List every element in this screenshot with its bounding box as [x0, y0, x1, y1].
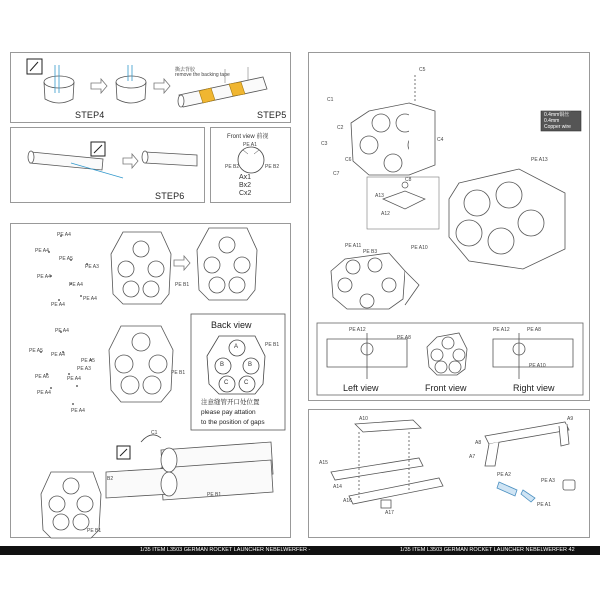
part-label: C8 — [405, 177, 412, 183]
part-label: PE B1 — [87, 528, 102, 534]
carriage-frame — [331, 420, 443, 508]
part-label: PE A4 — [51, 302, 65, 308]
part-label: PE A4 — [67, 376, 81, 382]
part-label: PE A4 — [37, 390, 51, 396]
sub-label: PE A8 — [527, 327, 541, 333]
instruction-en: remove the backing tape — [175, 72, 230, 78]
frame-middle — [109, 326, 173, 402]
part-label: C7 — [333, 171, 340, 177]
part-label: PE A13 — [531, 157, 548, 163]
launcher-lower — [331, 253, 419, 309]
pe-b2-label: PE B2 — [265, 164, 280, 170]
part-label: A10 — [359, 416, 368, 422]
footer-left: 1/35 ITEM L3503 GERMAN ROCKET LAUNCHER NEBELWERFER - — [140, 547, 311, 553]
back-view-label-c: C — [224, 380, 229, 386]
callout-size: 0.4mm — [544, 118, 560, 124]
count-c: Cx2 — [239, 190, 252, 197]
step6-tube-right — [142, 151, 197, 166]
part-label: PE B3 — [363, 249, 378, 255]
back-view-label-c: C — [244, 380, 249, 386]
pe-a1-label: PE A1 — [243, 142, 257, 148]
gap-note-cn: 注意缝管开口处位置 — [201, 399, 260, 406]
back-view-pe: PE B1 — [265, 342, 280, 348]
step6-panel — [10, 127, 205, 203]
front-view-title: Front view 前视 — [227, 134, 269, 140]
frames-panel — [10, 223, 291, 538]
launcher-exploded — [351, 75, 435, 175]
part-label: B2 — [107, 476, 114, 482]
part-label: A14 — [333, 484, 342, 490]
part-label: C2 — [337, 125, 344, 131]
part-label: PE A4 — [55, 328, 69, 334]
launcher-assembled — [449, 169, 565, 269]
part-label: C1 — [151, 430, 158, 436]
left-view-title: Left view — [343, 383, 379, 393]
part-label: PE A4 — [51, 352, 65, 358]
part-label: PE A3 — [541, 478, 555, 484]
gap-note-en1: please pay attation — [201, 409, 256, 416]
frames-drawing — [11, 224, 292, 539]
instruction-cn: 撕去背胶 — [175, 67, 196, 73]
part-label: PE A4 — [37, 274, 51, 280]
sub-label: PE A12 — [349, 327, 366, 333]
sub-label: PE A8 — [397, 335, 411, 341]
back-view-label-a: A — [234, 344, 239, 350]
back-view-title: Back view — [211, 320, 252, 330]
step4-cup-right — [116, 65, 146, 103]
sub-label: PE A10 — [529, 363, 546, 369]
gap-note-en2: to the position of gaps — [201, 419, 265, 426]
frame-top-done — [197, 228, 257, 300]
front-view-panel — [210, 127, 291, 203]
part-label: C1 — [327, 97, 334, 103]
tube-end-circle — [238, 147, 264, 173]
part-label: PE A2 — [497, 472, 511, 478]
callout-cn: 0.4mm铜丝 — [544, 112, 570, 118]
part-label: PE A5 — [81, 358, 95, 364]
back-view-label-b: B — [220, 362, 225, 368]
part-label: A7 — [469, 454, 476, 460]
part-label: PE A11 — [345, 243, 362, 249]
carriage-drawing — [309, 410, 591, 539]
sub-label: PE A12 — [493, 327, 510, 333]
part-label: A16 — [343, 498, 352, 504]
step4-step5-drawing — [11, 53, 292, 124]
part-label: A12 — [381, 211, 390, 217]
assembly-panel — [308, 52, 590, 401]
front-view-title: Front view — [425, 383, 467, 393]
step4-label: STEP4 — [75, 110, 105, 120]
axle-assembly — [485, 422, 569, 466]
part-label: PE B1 — [171, 370, 186, 376]
part-label: A17 — [385, 510, 394, 516]
pe-b2-label: PE B2 — [225, 164, 240, 170]
part-label: PE A4 — [83, 296, 97, 302]
pe-parts-blue — [497, 482, 535, 502]
footer-bar — [0, 546, 600, 555]
count-b: Bx2 — [239, 182, 252, 189]
right-view-title: Right view — [513, 383, 555, 393]
step6-label: STEP6 — [155, 191, 185, 201]
part-label: PE A1 — [537, 502, 551, 508]
part-label: PE B1 — [175, 282, 190, 288]
part-label: C4 — [437, 137, 444, 143]
part-label: PE A5 — [59, 256, 73, 262]
part-label: A15 — [319, 460, 328, 466]
part-label: PE A4 — [69, 282, 83, 288]
part-label: C3 — [321, 141, 328, 147]
back-view-label-b: B — [248, 362, 253, 368]
step6-tube-left — [28, 151, 123, 178]
count-a: Ax1 — [239, 174, 252, 181]
part-label: A13 — [375, 193, 384, 199]
small-parts-top — [48, 235, 88, 301]
front-view-drawing — [211, 128, 292, 204]
part-label: PE A4 — [57, 232, 71, 238]
step5-label: STEP5 — [257, 110, 287, 120]
footer-right: 1/35 ITEM L3503 GERMAN ROCKET LAUNCHER NEBELWERFER 42 — [400, 547, 575, 553]
step4-cup-left — [44, 65, 74, 103]
part-label: PE B1 — [207, 492, 222, 498]
carriage-panel — [308, 409, 590, 538]
part-label: PE A4 — [71, 408, 85, 414]
arrow-icon — [174, 256, 190, 270]
part-label: A9 — [567, 416, 574, 422]
arrow-icon — [123, 154, 138, 168]
part-label: C6 — [345, 157, 352, 163]
part-label: PE A10 — [411, 245, 428, 251]
tube-assembly-bottom — [41, 442, 273, 538]
part-label: PE A6 — [35, 374, 49, 380]
arrow-icon — [91, 79, 107, 93]
step4-step5-panel — [10, 52, 291, 123]
part-label: A8 — [475, 440, 482, 446]
part-label: PE A3 — [85, 264, 99, 270]
part-label: C5 — [419, 67, 426, 73]
part-label: PE A3 — [77, 366, 91, 372]
frame-top — [111, 232, 171, 304]
part-label: PE A4 — [35, 248, 49, 254]
assembly-drawing — [309, 53, 591, 402]
part-label: PE A5 — [29, 348, 43, 354]
arrow-icon — [154, 79, 170, 93]
callout-en: Copper wire — [544, 124, 571, 130]
